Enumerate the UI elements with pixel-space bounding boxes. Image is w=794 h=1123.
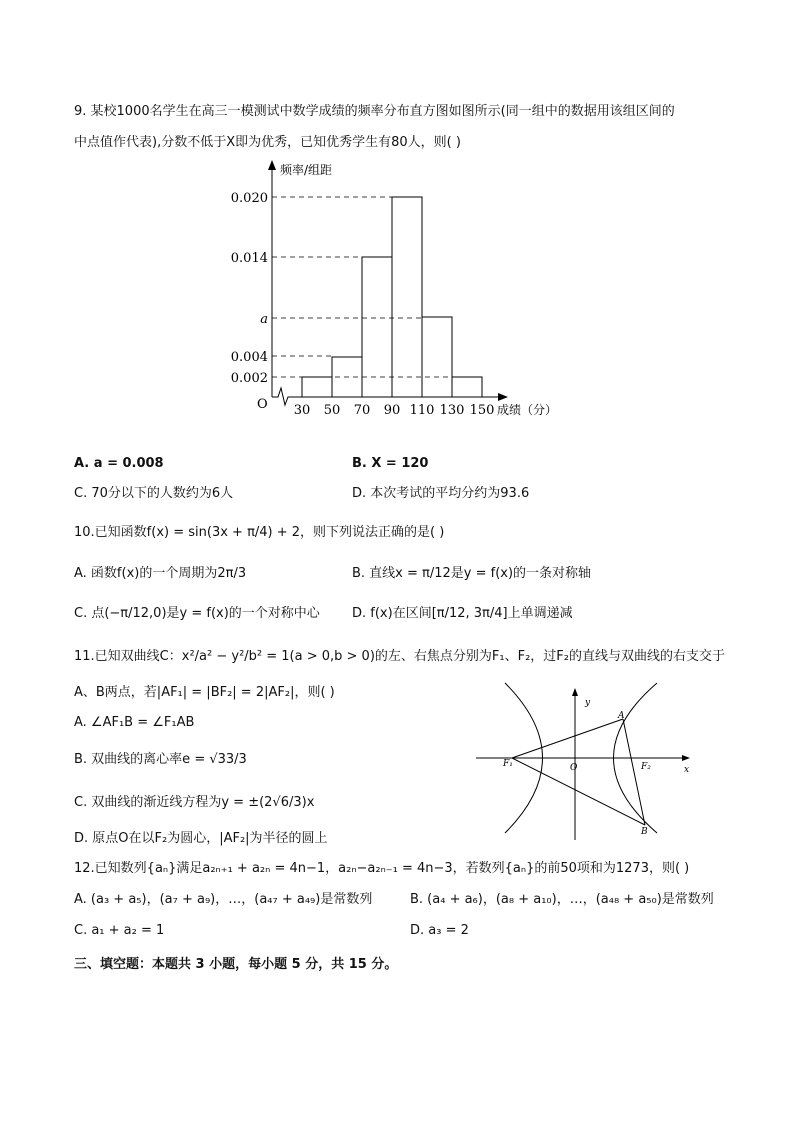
q11-option-a: A. ∠AF₁B = ∠F₁AB	[74, 715, 195, 730]
histogram-bars	[302, 197, 482, 397]
q12-option-c: C. a₁ + a₂ = 1	[74, 923, 165, 938]
q11-option-d: D. 原点O在以F₂为圆心，|AF₂|为半径的圆上	[74, 831, 328, 846]
y-tick-a: a	[260, 312, 268, 327]
x-tick-70: 70	[353, 403, 371, 418]
q10-stem: 10.已知函数f(x) = sin(3x + π/4) + 2，则下列说法正确的是( )	[74, 525, 445, 540]
hyp-label-F2: F₂	[641, 762, 651, 772]
y-tick-0002: 0.002	[230, 371, 268, 386]
q9-option-d: D. 本次考试的平均分约为93.6	[352, 486, 530, 501]
q12-option-b: B. (a₄ + a₆)，(a₈ + a₁₀)，…，(a₄₈ + a₅₀)是常数列	[410, 892, 714, 907]
q11-option-b: B. 双曲线的离心率e = √33/3	[74, 752, 247, 767]
q9-stem-line2: 中点值作代表),分数不低于X即为优秀，已知优秀学生有80人，则( )	[74, 135, 461, 150]
q10-option-d: D. f(x)在区间[π/12, 3π/4]上单调递减	[352, 606, 573, 621]
x-tick-130: 130	[439, 403, 465, 418]
hyp-x-arrow	[682, 755, 690, 761]
q9-option-c: C. 70分以下的人数约为6人	[74, 486, 234, 501]
histogram-bar	[452, 377, 482, 397]
q12-option-d: D. a₃ = 2	[410, 923, 469, 938]
x-tick-150: 150	[469, 403, 495, 418]
y-axis-arrow	[268, 160, 276, 170]
histogram-bar	[302, 377, 332, 397]
q9-option-b: B. X = 120	[352, 456, 429, 471]
q11-stem-line2: A、B两点，若|AF₁| = |BF₂| = 2|AF₂|，则( )	[74, 685, 335, 700]
segment-F1-B	[512, 758, 645, 825]
hyp-label-A: A	[618, 711, 625, 721]
origin-label: O	[257, 397, 268, 412]
hyp-label-O: O	[570, 763, 578, 773]
histogram-bar	[422, 317, 452, 397]
histogram-bar	[392, 197, 422, 397]
axis-break	[272, 388, 290, 405]
y-tick-0014: 0.014	[230, 251, 268, 266]
section-3-heading: 三、填空题：本题共 3 小题，每小题 5 分，共 15 分。	[74, 957, 398, 972]
hyp-label-F1: F₁	[503, 759, 513, 769]
hyp-label-x: x	[684, 765, 690, 775]
histogram-bar	[362, 257, 392, 397]
q9-option-a: A. a = 0.008	[74, 456, 164, 471]
hyp-label-y: y	[585, 698, 591, 708]
x-tick-50: 50	[323, 403, 341, 418]
x-axis-arrow	[498, 393, 508, 401]
y-tick-0020: 0.020	[230, 191, 268, 206]
q11-option-c: C. 双曲线的渐近线方程为y = ±(2√6/3)x	[74, 795, 315, 810]
gridlines	[272, 197, 482, 377]
q10-option-a: A. 函数f(x)的一个周期为2π/3	[74, 566, 247, 581]
x-tick-labels	[294, 403, 495, 418]
q10-option-b: B. 直线x = π/12是y = f(x)的一条对称轴	[352, 566, 592, 581]
y-tick-labels	[231, 191, 268, 386]
y-tick-0004: 0.004	[230, 350, 268, 365]
q9-stem-line1: 9. 某校1000名学生在高三一模测试中数学成绩的频率分布直方图如图所示(同一组中的数据用该组区间的	[74, 104, 675, 119]
hyp-y-arrow	[572, 688, 578, 696]
y-axis-label: 频率/组距	[280, 163, 333, 177]
x-tick-90: 90	[383, 403, 401, 418]
q10-option-c: C. 点(−π/12,0)是y = f(x)的一个对称中心	[74, 606, 320, 621]
x-tick-30: 30	[293, 403, 311, 418]
q11-stem-line1: 11.已知双曲线C：x²/a² − y²/b² = 1(a > 0,b > 0)的左、右焦点分别为F₁、F₂，过F₂的直线与双曲线的右支交于	[74, 649, 725, 664]
x-axis-label: 成绩（分）	[497, 403, 558, 417]
q12-option-a: A. (a₃ + a₅)，(a₇ + a₉)，…，(a₄₇ + a₄₉)是常数列	[74, 892, 373, 907]
segment-F1-A	[512, 719, 623, 758]
q12-stem: 12.已知数列{aₙ}满足a₂ₙ₊₁ + a₂ₙ = 4n−1，a₂ₙ−a₂ₙ₋₁ = 4n−3，若数列{aₙ}的前50项和为1273，则( )	[74, 861, 690, 876]
hyp-label-B: B	[641, 827, 648, 837]
x-tick-110: 110	[409, 403, 435, 418]
